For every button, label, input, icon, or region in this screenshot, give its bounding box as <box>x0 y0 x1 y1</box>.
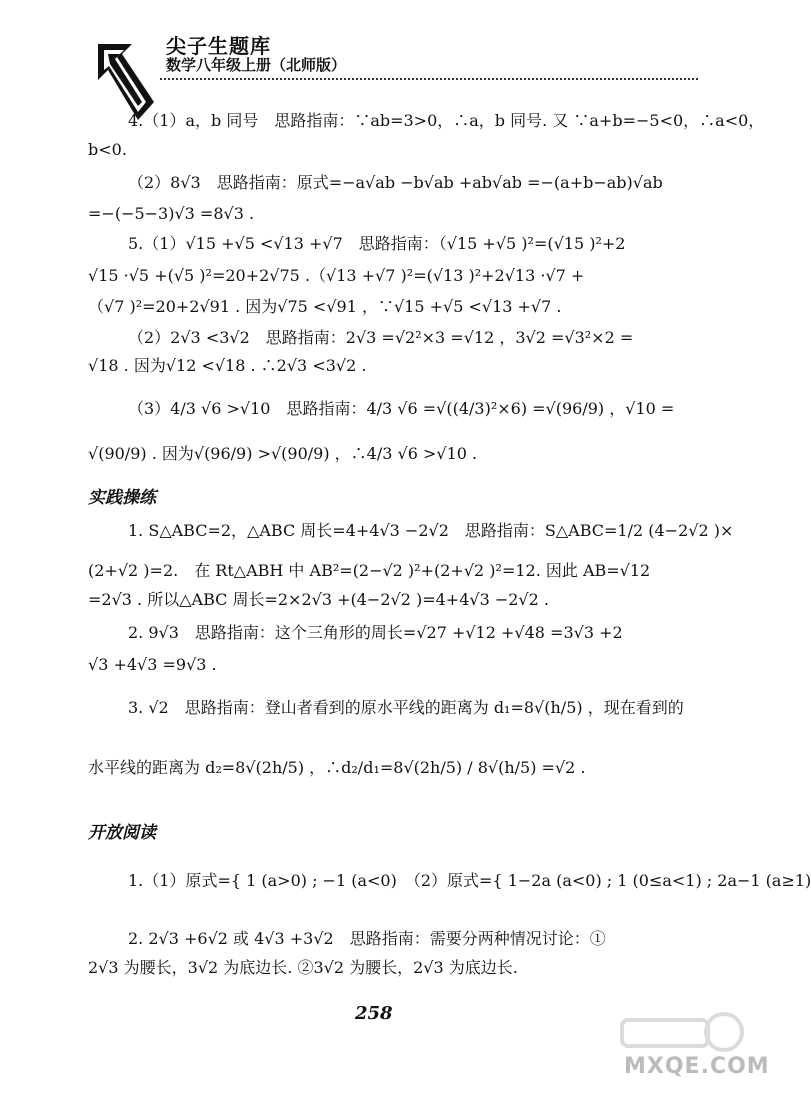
answer-4-1-line2: b<0. <box>88 140 127 159</box>
answer-4-1-line1: 4.（1）a，b 同号 思路指南：∵ab=3>0，∴a，b 同号. 又 ∵a+b=−5<0，∴a<0， <box>128 111 765 130</box>
answer-5-3-line1: （3）4/3 √6 >√10 思路指南：4/3 √6 =√((4/3)²×6) =√(96/9) ，√10 = <box>128 399 675 418</box>
practice-2-line2: √3 +4√3 =9√3 . <box>88 655 217 674</box>
answer-4-2-line2: =−(−5−3)√3 =8√3 . <box>88 204 255 223</box>
answer-4-2-line1: （2）8√3 思路指南：原式=−a√ab −b√ab +ab√ab =−(a+b−ab)√ab <box>128 173 663 192</box>
book-series-title: 尖子生题库 <box>166 34 271 58</box>
open-1-line: 1.（1）原式={ 1 (a>0) ; −1 (a<0) （2）原式={ 1−2a (a<0) ; 1 (0≤a<1) ; 2a−1 (a≥1) <box>128 871 811 890</box>
practice-1-line2: (2+√2 )=2. 在 Rt△ABH 中 AB²=(2−√2 )²+(2+√2 )²=12. 因此 AB=√12 <box>88 561 651 580</box>
watermark-text: MXQE.COM <box>624 1054 770 1079</box>
practice-1-line1: 1. S△ABC=2，△ABC 周长=4+4√3 −2√2 思路指南：S△ABC=1/2 (4−2√2 )× <box>128 521 734 540</box>
practice-2-line1: 2. 9√3 思路指南：这个三角形的周长=√27 +√12 +√48 =3√3 +2 <box>128 623 623 642</box>
page-number: 258 <box>355 1003 393 1024</box>
header-divider <box>160 78 698 80</box>
open-2-line2: 2√3 为腰长，3√2 为底边长. ②3√2 为腰长，2√3 为底边长. <box>88 958 518 977</box>
answer-5-1-line1: 5.（1）√15 +√5 <√13 +√7 思路指南：（√15 +√5 )²=(√15 )²+2 <box>128 234 626 253</box>
practice-3-line1: 3. √2 思路指南：登山者看到的原水平线的距离为 d₁=8√(h/5) ，现在看到的 <box>128 698 684 717</box>
answer-5-1-line3: （√7 )²=20+2√91 . 因为√75 <√91 ，∵√15 +√5 <√13 +√7 . <box>88 297 562 316</box>
open-2-line1: 2. 2√3 +6√2 或 4√3 +3√2 思路指南：需要分两种情况讨论：① <box>128 929 606 948</box>
answer-5-2-line1: （2）2√3 <3√2 思路指南：2√3 =√2²×3 =√12 ，3√2 =√3²×2 = <box>128 328 634 347</box>
book-subtitle: 数学八年级上册（北师版） <box>166 56 347 74</box>
answer-5-3-line2: √(90/9) . 因为√(96/9) >√(90/9) ，∴4/3 √6 >√10 . <box>88 444 478 463</box>
section-heading-open: 开放阅读 <box>88 823 156 843</box>
section-heading-practice: 实践操练 <box>88 488 156 508</box>
practice-3-line2: 水平线的距离为 d₂=8√(2h/5) ，∴d₂/d₁=8√(2h/5) / 8√(h/5) =√2 . <box>88 758 586 777</box>
answer-5-2-line2: √18 . 因为√12 <√18 . ∴2√3 <3√2 . <box>88 356 367 375</box>
practice-1-line3: =2√3 . 所以△ABC 周长=2×2√3 +(4−2√2 )=4+4√3 −2√2 . <box>88 590 549 609</box>
answer-5-1-line2: √15 ·√5 +(√5 )²=20+2√75 .（√13 +√7 )²=(√13 )²+2√13 ·√7 + <box>88 266 585 285</box>
